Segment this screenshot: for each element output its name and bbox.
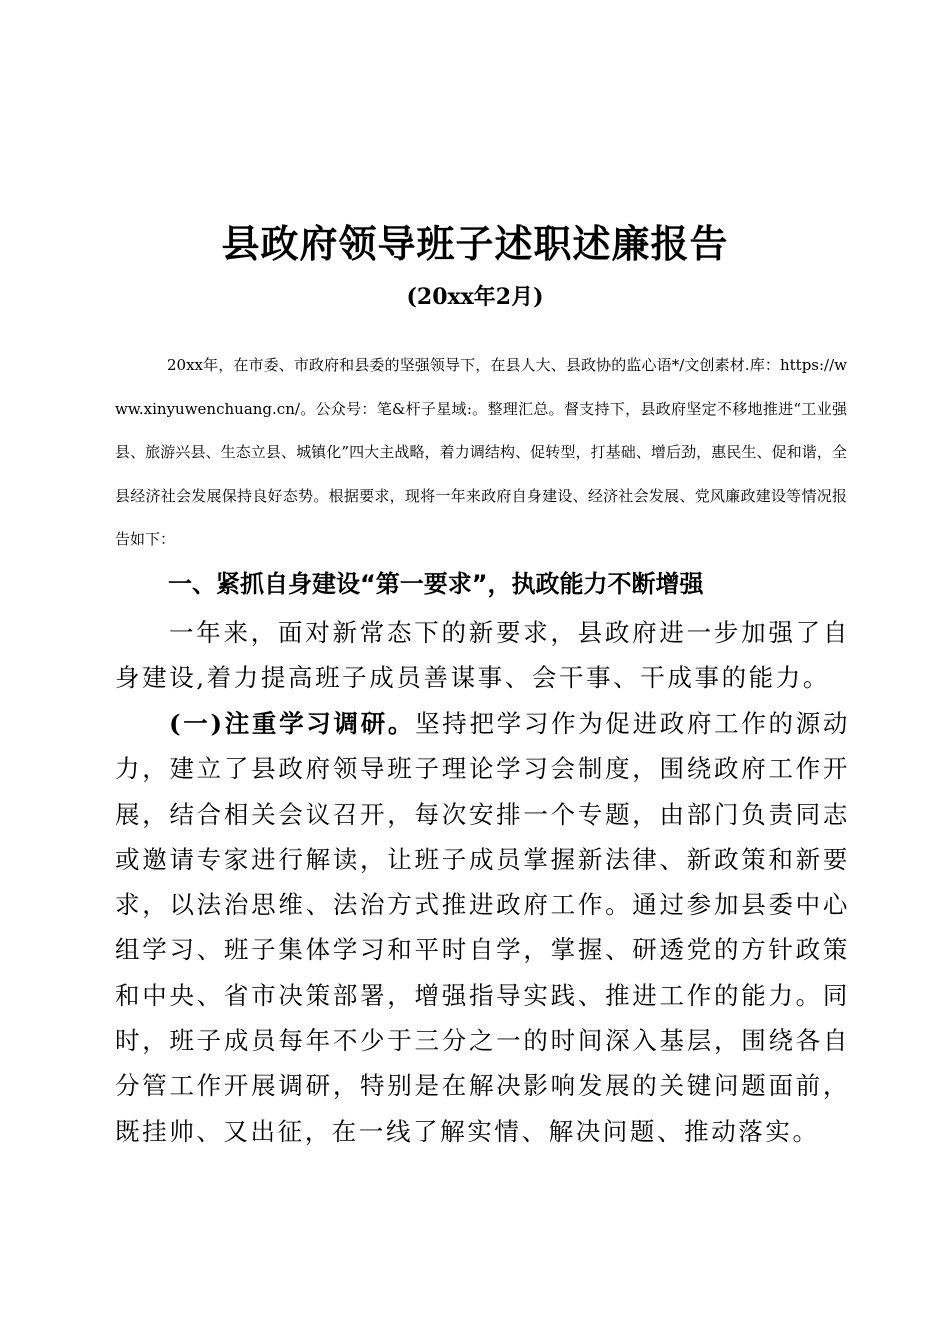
subsection-body: 坚持把学习作为促进政府工作的源动力，建立了县政府领导班子理论学习会制度，围绕政府工作开展，结合相关会议召开，每次安排一个专题，由部门负责同志或邀请专家进行解读，让班子成员掌握新法律、新政策和新要求，以法治思维、法治方式推进政府工作。通过参加县委中心组学习、班子集体学习和平时自学，掌握、研透党的方针政策和中央、省市决策部署，增强指导实践、推进工作的能力。同时，班子成员每年不少于三分之一的时间深入基层，围绕各自分管工作开展调研，特别是在解决影响发展的关键问题面前，既挂帅、又出征，在一线了解实情、解决问题、推动落实。	[115, 709, 850, 1146]
section-heading-1: 一、紧抓自身建设“第一要求”，执政能力不断增强	[168, 570, 704, 598]
section-1-paragraph-1: 一年来，面对新常态下的新要求，县政府进一步加强了自身建设,着力提高班子成员善谋事、会干事、干成事的能力。	[115, 618, 850, 693]
section-1-paragraph-2	[115, 701, 850, 1154]
document-date: (20xx年2月)	[406, 284, 544, 310]
document-title: 县政府领导班子述职述廉报告	[221, 221, 729, 266]
subsection-heading: (一)注重学习调研。	[169, 709, 416, 738]
intro-paragraph: 20xx年，在市委、市政府和县委的坚强领导下，在县人大、县政协的监心语*/文创素材.库：https://www.xinyuwenchuang.cn/。公众号：笔&杆子星域:。整理汇总。督支持下，县政府坚定不移地推进“工业强县、旅游兴县、生态立县、城镇化”四大主战略，着力调结构、促转型，打基础、增后劲，惠民生、促和谐，全县经济社会发展保持良好态势。根据要求，现将一年来政府自身建设、经济社会发展、党风廉政建设等情况报告如下：	[115, 356, 847, 548]
